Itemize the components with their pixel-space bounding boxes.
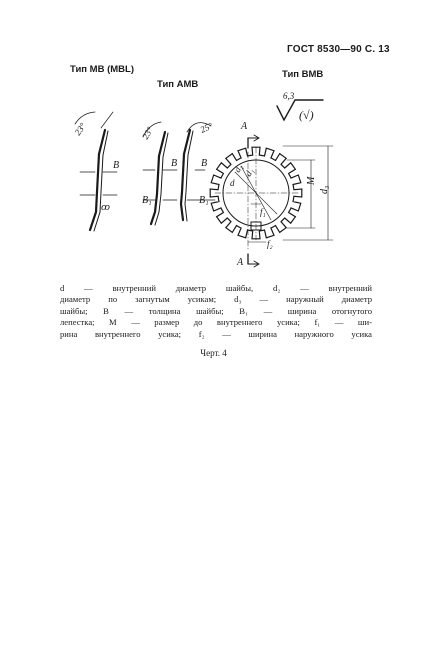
section-markers bbox=[236, 121, 259, 268]
caption-line: рина внутреннего усика; f₂ — ширина наружного усика bbox=[60, 328, 372, 339]
roughness-symbol bbox=[277, 91, 323, 122]
figure-number: Черт. 4 bbox=[200, 348, 227, 358]
B1-label-bmb: B₁ bbox=[199, 195, 209, 206]
figure-caption bbox=[60, 283, 372, 340]
f2-label: f₂ bbox=[267, 239, 273, 249]
profile-mb bbox=[72, 112, 119, 231]
B1-label-amb: B₁ bbox=[142, 195, 152, 206]
d3-label: d₃ bbox=[319, 185, 330, 194]
angle-label-bmb: 25° bbox=[198, 120, 215, 135]
angle-label-mb: 23° bbox=[72, 121, 88, 138]
d-label: d bbox=[230, 178, 235, 188]
f1-label: f₁ bbox=[260, 207, 266, 217]
roughness-alt: (√) bbox=[299, 108, 314, 122]
type-amb-label: Тип AMB bbox=[157, 79, 199, 90]
standard-header: ГОСТ 8530—90 С. 13 bbox=[287, 44, 390, 55]
section-label-top: A bbox=[241, 121, 248, 132]
d2-label: d₂ bbox=[232, 162, 245, 174]
section-label-bottom: A bbox=[237, 257, 244, 268]
type-bmb-label: Тип BMB bbox=[282, 69, 324, 80]
caption-line: d — внутренний диаметр шайбы, d₂ — внутренний bbox=[60, 283, 372, 293]
washer-front-view bbox=[210, 146, 333, 249]
roughness-value: 6,3 bbox=[283, 91, 295, 101]
M-label: M bbox=[306, 176, 317, 185]
B-label-mb: B bbox=[113, 160, 120, 171]
washer-drawing bbox=[55, 82, 385, 272]
profile-bmb bbox=[181, 120, 215, 221]
type-mb-label: Тип MB (MBL) bbox=[70, 64, 134, 75]
d1-label: d₁ bbox=[243, 166, 256, 178]
caption-line: шайбы; B — толщина шайбы; B₁ — ширина отогнутого bbox=[60, 305, 372, 316]
B-label-bmb: B bbox=[201, 158, 208, 169]
profile-amb bbox=[140, 122, 177, 225]
caption-line: лепестка; M — размер до внутреннего усика; f₁ — ши- bbox=[60, 317, 372, 328]
caption-line: диаметр по загнутым усикам; d₃ — наружный диаметр bbox=[60, 294, 372, 305]
hatch-mark-mb: ꝏ bbox=[101, 202, 110, 212]
B-label-amb: B bbox=[171, 158, 178, 169]
angle-label-amb: 23° bbox=[140, 125, 156, 141]
